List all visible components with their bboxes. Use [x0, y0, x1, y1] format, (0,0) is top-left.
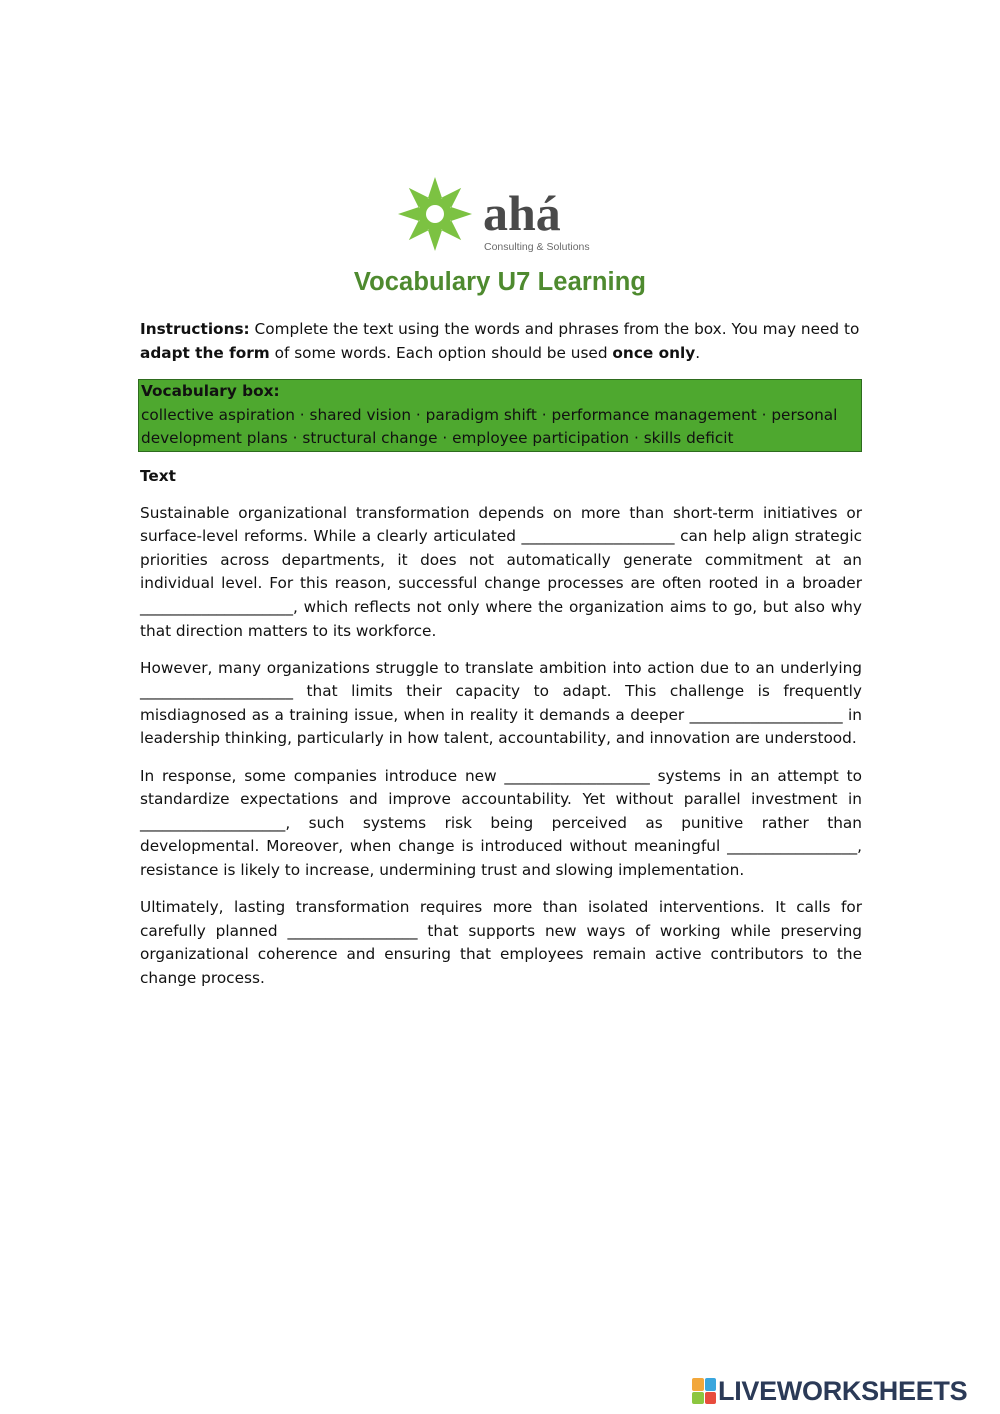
gap-blank-6[interactable]: ___________________ [140, 813, 286, 832]
vocabulary-box [138, 379, 862, 452]
instructions-label: Instructions: [140, 320, 250, 338]
paragraph-text: can help align strategic priorities across departments, it does not automatically generate commitment at an individual level. For this reason, successful change processes are often rooted in a broader [140, 527, 862, 593]
gap-blank-3[interactable]: ____________________ [140, 682, 293, 701]
logo-wordmark: ahá [483, 185, 561, 241]
gap-blank-7[interactable]: _________________ [727, 837, 858, 856]
brand-square [692, 1378, 704, 1391]
paragraph-text: However, many organizations struggle to translate ambition into action due to an underlying [140, 658, 862, 677]
brand-square [705, 1392, 717, 1405]
paragraph-text: Sustainable organizational transformation depends on more than short-term initiatives or surface-level reforms. While a clearly articulated [140, 503, 862, 546]
paragraph-4 [140, 896, 862, 990]
liveworksheets-logo-icon [692, 1378, 716, 1404]
gap-blank-2[interactable]: ____________________ [140, 597, 293, 616]
paragraph-1 [140, 502, 862, 644]
vocabulary-box-items: collective aspiration · shared vision · paradigm shift · performance management · personal development plans · structural change · employee participation · skills deficit [141, 405, 838, 448]
star-icon [398, 177, 472, 251]
instructions-emphasis-adapt: adapt the form [140, 343, 270, 362]
liveworksheets-wordmark: LIVEWORKSHEETS [718, 1375, 968, 1406]
paragraph-text: that supports new ways of working while preserving organizational coherence and ensuring that employees remain active contributors to the change process. [140, 921, 862, 987]
text-heading: Text [140, 466, 176, 485]
paragraph-text: In response, some companies introduce new [140, 766, 505, 785]
paragraph-text: systems in an attempt to standardize expectations and improve accountability. Yet without parallel investment in [140, 766, 862, 809]
paragraph-text: , such systems risk being perceived as punitive rather than developmental. Moreover, when change is introduced without meaningful [140, 813, 862, 856]
instructions-text: Complete the text using the words and phrases from the box. You may need to [249, 320, 860, 338]
paragraph-2 [140, 657, 862, 751]
aha-logo [395, 172, 610, 258]
brand-square [705, 1378, 717, 1391]
aha-logo-graphic [395, 172, 610, 258]
paragraph-text: Ultimately, lasting transformation requires more than isolated interventions. It calls for carefully planned [140, 897, 862, 940]
gap-blank-5[interactable]: ___________________ [504, 766, 650, 785]
liveworksheets-brand [692, 1374, 992, 1408]
vocabulary-box-title: Vocabulary box: [141, 382, 280, 401]
instructions-text: . [695, 343, 701, 362]
instructions-emphasis-once: once only [612, 343, 696, 362]
page-title: Vocabulary U7 Learning [353, 268, 647, 296]
gap-blank-1[interactable]: ____________________ [521, 527, 675, 546]
instructions-text: of some words. Each option should be used [269, 343, 613, 362]
paragraph-text: in leadership thinking, particularly in how talent, accountability, and innovation are understood. [140, 705, 862, 748]
instructions [140, 318, 862, 365]
paragraph-3 [140, 765, 862, 883]
brand-square [692, 1392, 704, 1405]
paragraph-text: , resistance is likely to increase, undermining trust and slowing implementation. [140, 837, 862, 879]
paragraph-text: , which reflects not only where the organization aims to go, but also why that direction matters to its workforce. [140, 597, 862, 640]
gap-blank-8[interactable]: _________________ [287, 921, 418, 940]
gap-blank-4[interactable]: ____________________ [689, 705, 843, 724]
paragraph-text: that limits their capacity to adapt. This challenge is frequently misdiagnosed as a training issue, when in reality it demands a deeper [140, 682, 862, 724]
logo-tagline: Consulting & Solutions [484, 241, 590, 253]
worksheet-content [140, 318, 862, 1004]
